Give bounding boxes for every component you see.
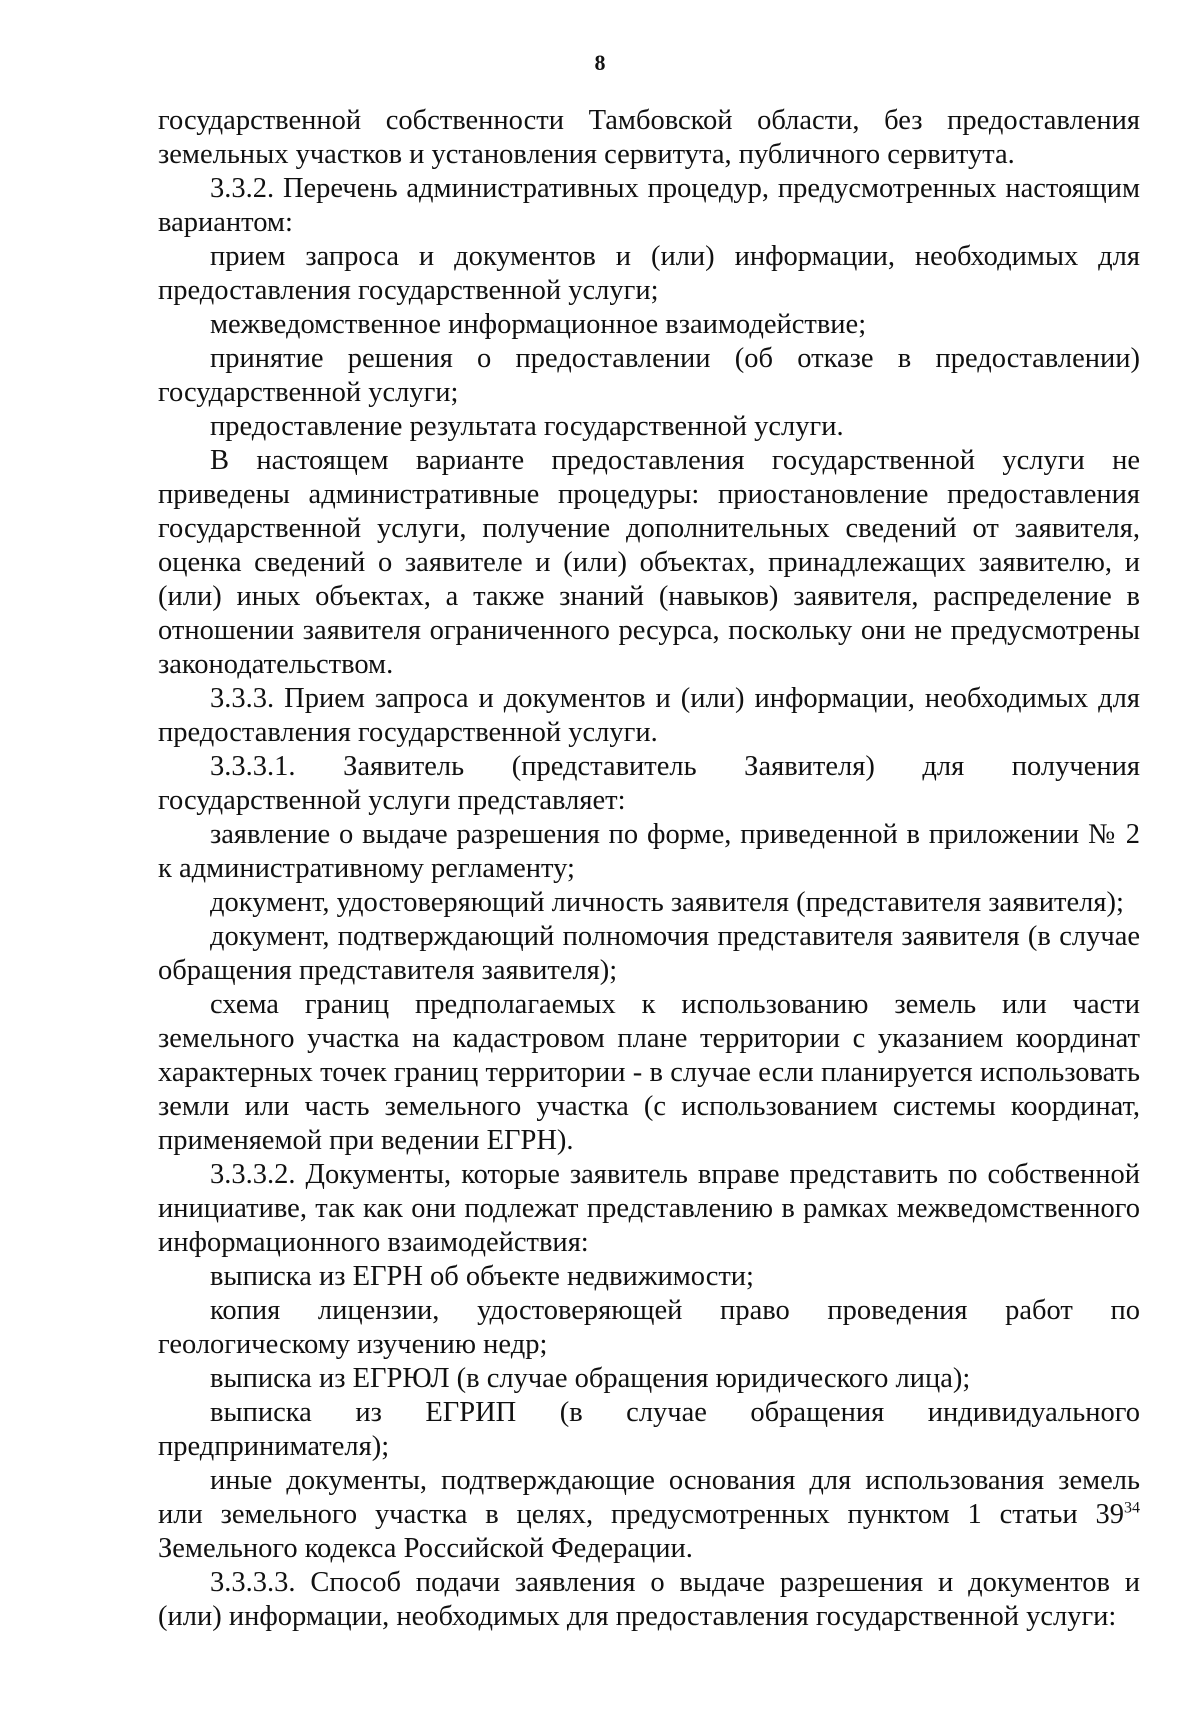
paragraph: В настоящем варианте предоставления государственной услуги не приведены административные процедуры: приостановление предоставления государственной услуги, получение дополнительных сведений от заявителя, оценка сведений о заявителе и (или) объектах, принадлежащих заявителю, и (или) иных объектах, а также знаний (навыков) заявителя, распределение в отношении заявителя ограниченного ресурса, поскольку они не предусмотрены законодательством. (158, 445, 1140, 680)
paragraph: документ, подтверждающий полномочия представителя заявителя (в случае обращения представителя заявителя); (158, 921, 1140, 986)
document-body (158, 104, 1140, 1634)
paragraph: копия лицензии, удостоверяющей право проведения работ по геологическому изучению недр; (158, 1295, 1140, 1360)
paragraph: прием запроса и документов и (или) информации, необходимых для предоставления государственной услуги; (158, 241, 1140, 306)
paragraph: выписка из ЕГРЮЛ (в случае обращения юридического лица); (210, 1363, 971, 1394)
paragraph: выписка из ЕГРН об объекте недвижимости; (210, 1261, 754, 1292)
paragraph: 3.3.3.2. Документы, которые заявитель вправе представить по собственной инициативе, так как они подлежат представлению в рамках межведомственного информационного взаимодействия: (158, 1159, 1140, 1258)
page-number: 8 (594, 50, 606, 75)
paragraph: 3.3.3.1. Заявитель (представитель Заявителя) для получения государственной услуги представляет: (158, 751, 1140, 816)
paragraph: государственной собственности Тамбовской области, без предоставления земельных участков и установления сервитута, публичного сервитута. (158, 105, 1140, 170)
paragraph: документ, удостоверяющий личность заявителя (представителя заявителя); (210, 887, 1124, 918)
paragraph-text: Земельного кодекса Российской Федерации. (158, 1533, 693, 1564)
paragraph: схема границ предполагаемых к использованию земель или части земельного участка на кадастровом плане территории с указанием координат характерных точек границ территории - в случае если планируется использовать земли или часть земельного участка (с использованием системы координат, применяемой при ведении ЕГРН). (158, 989, 1140, 1156)
paragraph: выписка из ЕГРИП (в случае обращения индивидуального предпринимателя); (158, 1397, 1140, 1462)
paragraph: заявление о выдаче разрешения по форме, приведенной в приложении № 2 к административному регламенту; (158, 819, 1140, 884)
paragraph: 3.3.2. Перечень административных процедур, предусмотренных настоящим вариантом: (158, 173, 1140, 238)
paragraph: предоставление результата государственной услуги. (210, 411, 844, 442)
paragraph: принятие решения о предоставлении (об отказе в предоставлении) государственной услуги; (158, 343, 1140, 408)
paragraph: 3.3.3.3. Способ подачи заявления о выдаче разрешения и документов и (или) информации, необходимых для предоставления государственной услуги: (158, 1567, 1140, 1632)
paragraph (158, 1464, 1140, 1566)
paragraph: межведомственное информационное взаимодействие; (210, 309, 867, 340)
paragraph: 3.3.3. Прием запроса и документов и (или) информации, необходимых для предоставления государственной услуги. (158, 683, 1140, 748)
superscript-number: 34 (1124, 1499, 1140, 1517)
paragraph-text: иные документы, подтверждающие основания для использования земель или земельного участка в целях, предусмотренных пунктом 1 статьи 39 (158, 1465, 1140, 1530)
